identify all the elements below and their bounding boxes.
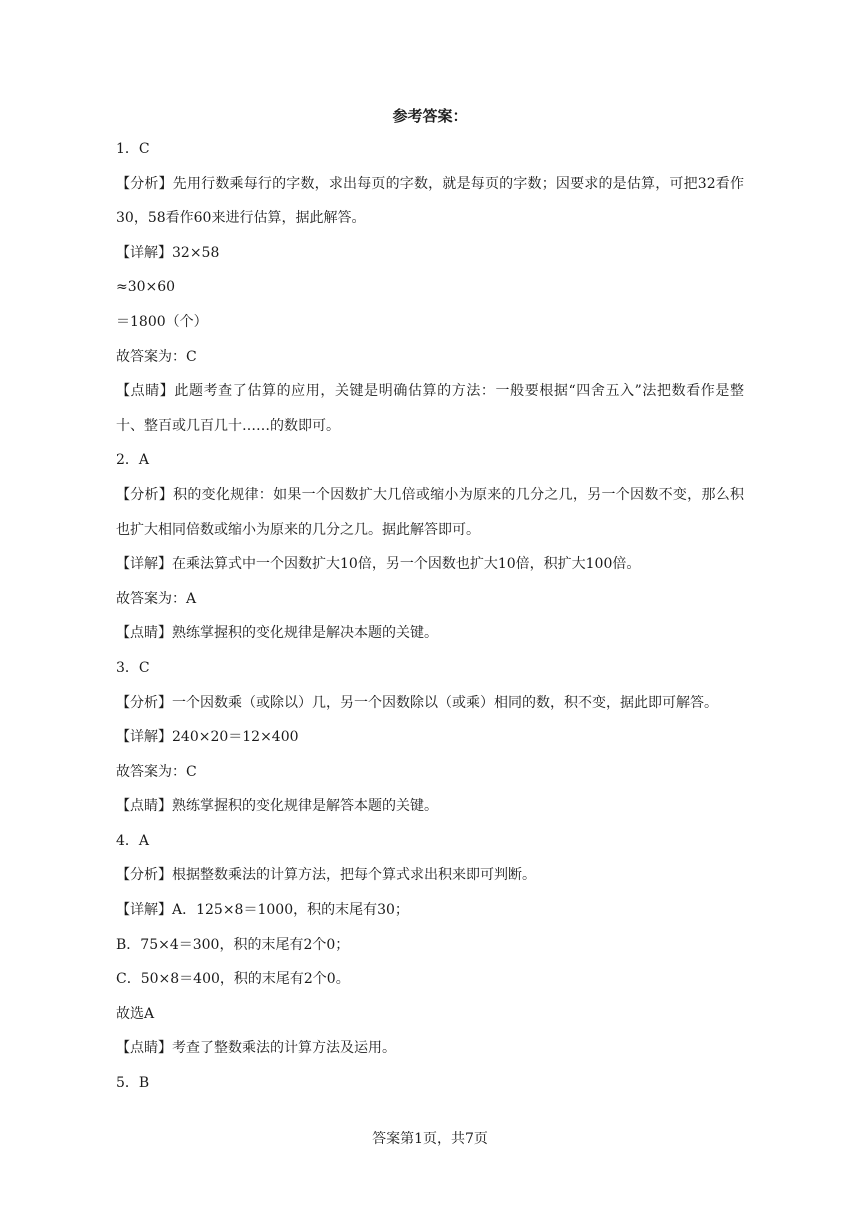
q2-answer: 故答案为：A (116, 590, 197, 607)
q4-number: 4．A (116, 832, 150, 849)
q3-comment: 【点睛】熟练掌握积的变化规律是解答本题的关键。 (116, 798, 438, 815)
q4-answer: 故选A (116, 1005, 155, 1022)
q1-answer: 故答案为：C (116, 348, 197, 365)
page-title: 参考答案： (392, 107, 468, 125)
page-footer: 答案第1页，共7页 (372, 1131, 488, 1147)
q3-analysis: 【分析】一个因数乘（或除以）几，另一个因数除以（或乘）相同的数，积不变，据此即可解答。 (116, 694, 718, 711)
q4-detail-line2: B．75×4＝300，积的末尾有2个0； (116, 936, 350, 953)
q2-analysis: 【分析】积的变化规律：如果一个因数扩大几倍或缩小为原来的几分之几，另一个因数不变，那么积也扩大相同倍数或缩小为原来的几分之几。据此解答即可。 (116, 486, 744, 538)
q5-number: 5．B (116, 1075, 150, 1092)
q1-detail-line2: ≈30×60 (116, 279, 176, 296)
q3-number: 3．C (116, 659, 150, 676)
q2-comment: 【点睛】熟练掌握积的变化规律是解决本题的关键。 (116, 625, 438, 642)
q1-analysis: 【分析】先用行数乘每行的字数，求出每页的字数，就是每页的字数；因要求的是估算，可把32看作30，58看作60来进行估算，据此解答。 (116, 175, 744, 227)
q3-detail: 【详解】240×20＝12×400 (116, 729, 299, 746)
q2-number: 2．A (116, 452, 150, 469)
q4-comment: 【点睛】考查了整数乘法的计算方法及运用。 (116, 1040, 396, 1057)
q2-detail: 【详解】在乘法算式中一个因数扩大10倍，另一个因数也扩大10倍，积扩大100倍。 (116, 556, 641, 573)
answer-content (116, 132, 744, 1101)
q3-answer: 故答案为：C (116, 763, 197, 780)
q4-detail-line1: 【详解】A．125×8＝1000，积的末尾有30； (116, 902, 409, 919)
q4-analysis: 【分析】根据整数乘法的计算方法，把每个算式求出积来即可判断。 (116, 867, 536, 884)
q4-detail-line3: C．50×8＝400，积的末尾有2个0。 (116, 971, 350, 988)
q1-detail-line1: 【详解】32×58 (116, 244, 220, 261)
q1-comment: 【点睛】此题考查了估算的应用，关键是明确估算的方法：一般要根据“四舍五入”法把数看作是整十、整百或几百几十……的数即可。 (116, 383, 744, 434)
q1-detail-line3: ＝1800（个） (116, 313, 208, 330)
q1-number: 1．C (116, 141, 150, 157)
